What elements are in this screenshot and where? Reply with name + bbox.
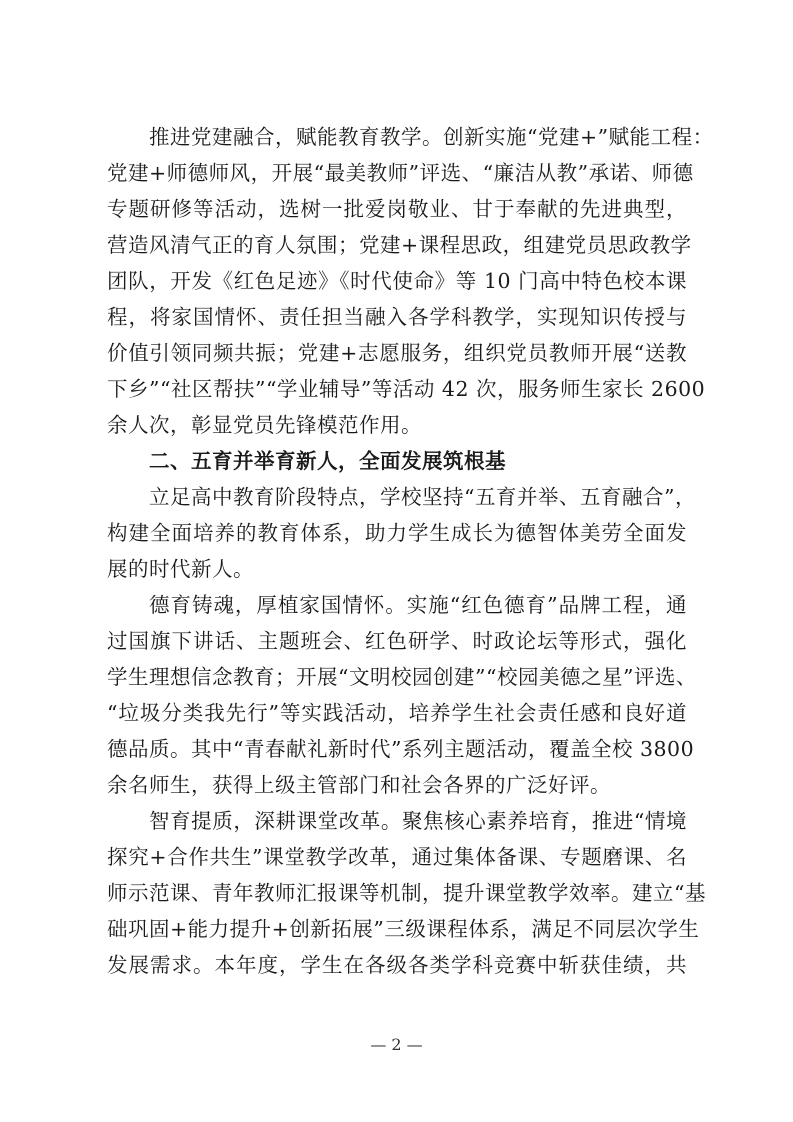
text-line: 团队，开发《红色足迹》《时代使命》等 10 门高中特色校本课	[107, 269, 687, 293]
text-line: 营造风清气正的育人氛围；党建+课程思政，组建党员思政教学	[107, 233, 692, 257]
text-line: 础巩固+能力提升+创新拓展”三级课程体系，满足不同层次学生	[107, 917, 700, 941]
body-text	[107, 119, 714, 983]
text-line: 余人次，彰显党员先锋模范作用。	[107, 413, 422, 437]
text-line: 价值引领同频共振；党建+志愿服务，组织党员教师开展“送教	[107, 341, 687, 365]
section-heading: 二、五育并举育新人，全面发展筑根基	[149, 449, 506, 473]
text-line: 专题研修等活动，选树一批爱岗敬业、甘于奉献的先进典型，	[107, 197, 687, 221]
text-line: 师示范课、青年教师汇报课等机制，提升课堂教学效率。建立“基	[107, 881, 706, 905]
text-line: 展的时代新人。	[107, 557, 254, 581]
text-line: 智育提质，深耕课堂改革。聚焦核心素养培育，推进“情境	[149, 809, 687, 833]
text-line: 立足高中教育阶段特点，学校坚持“五育并举、五育融合”，	[149, 485, 696, 509]
text-line: 下乡”“社区帮扶”“学业辅导”等活动 42 次，服务师生家长 2600	[107, 377, 706, 401]
paragraph-five-education	[107, 479, 696, 587]
text-line: 程，将家国情怀、责任担当融入各学科教学，实现知识传授与	[107, 305, 687, 329]
paragraph-intellectual-education	[107, 803, 706, 983]
text-line: 发展需求。本年度，学生在各级各类学科竞赛中斩获佳绩，共	[107, 953, 687, 977]
text-line: 探究+合作共生”课堂教学改革，通过集体备课、专题磨课、名	[107, 845, 687, 869]
page-number: — 2 —	[370, 1035, 423, 1054]
text-line: 学生理想信念教育；开展“文明校园创建”“校园美德之星”评选、	[107, 665, 697, 689]
text-line: “垃圾分类我先行”等实践活动，培养学生社会责任感和良好道	[107, 701, 687, 725]
paragraph-moral-education	[107, 587, 697, 803]
text-line: 党建+师德师风，开展“最美教师”评选、“廉洁从教”承诺、师德	[107, 161, 694, 185]
text-line: 余名师生，获得上级主管部门和社会各界的广泛好评。	[107, 773, 611, 797]
text-line: 德品质。其中“青春献礼新时代”系列主题活动，覆盖全校 3800	[107, 737, 695, 761]
paragraph-party-building	[107, 119, 714, 443]
text-line: 推进党建融合，赋能教育教学。创新实施“党建+”赋能工程：	[149, 125, 714, 149]
text-line: 构建全面培养的教育体系，助力学生成长为德智体美劳全面发	[107, 521, 687, 545]
text-line: 过国旗下讲话、主题班会、红色研学、时政论坛等形式，强化	[107, 629, 687, 653]
text-line: 德育铸魂，厚植家国情怀。实施“红色德育”品牌工程，通	[149, 593, 687, 617]
